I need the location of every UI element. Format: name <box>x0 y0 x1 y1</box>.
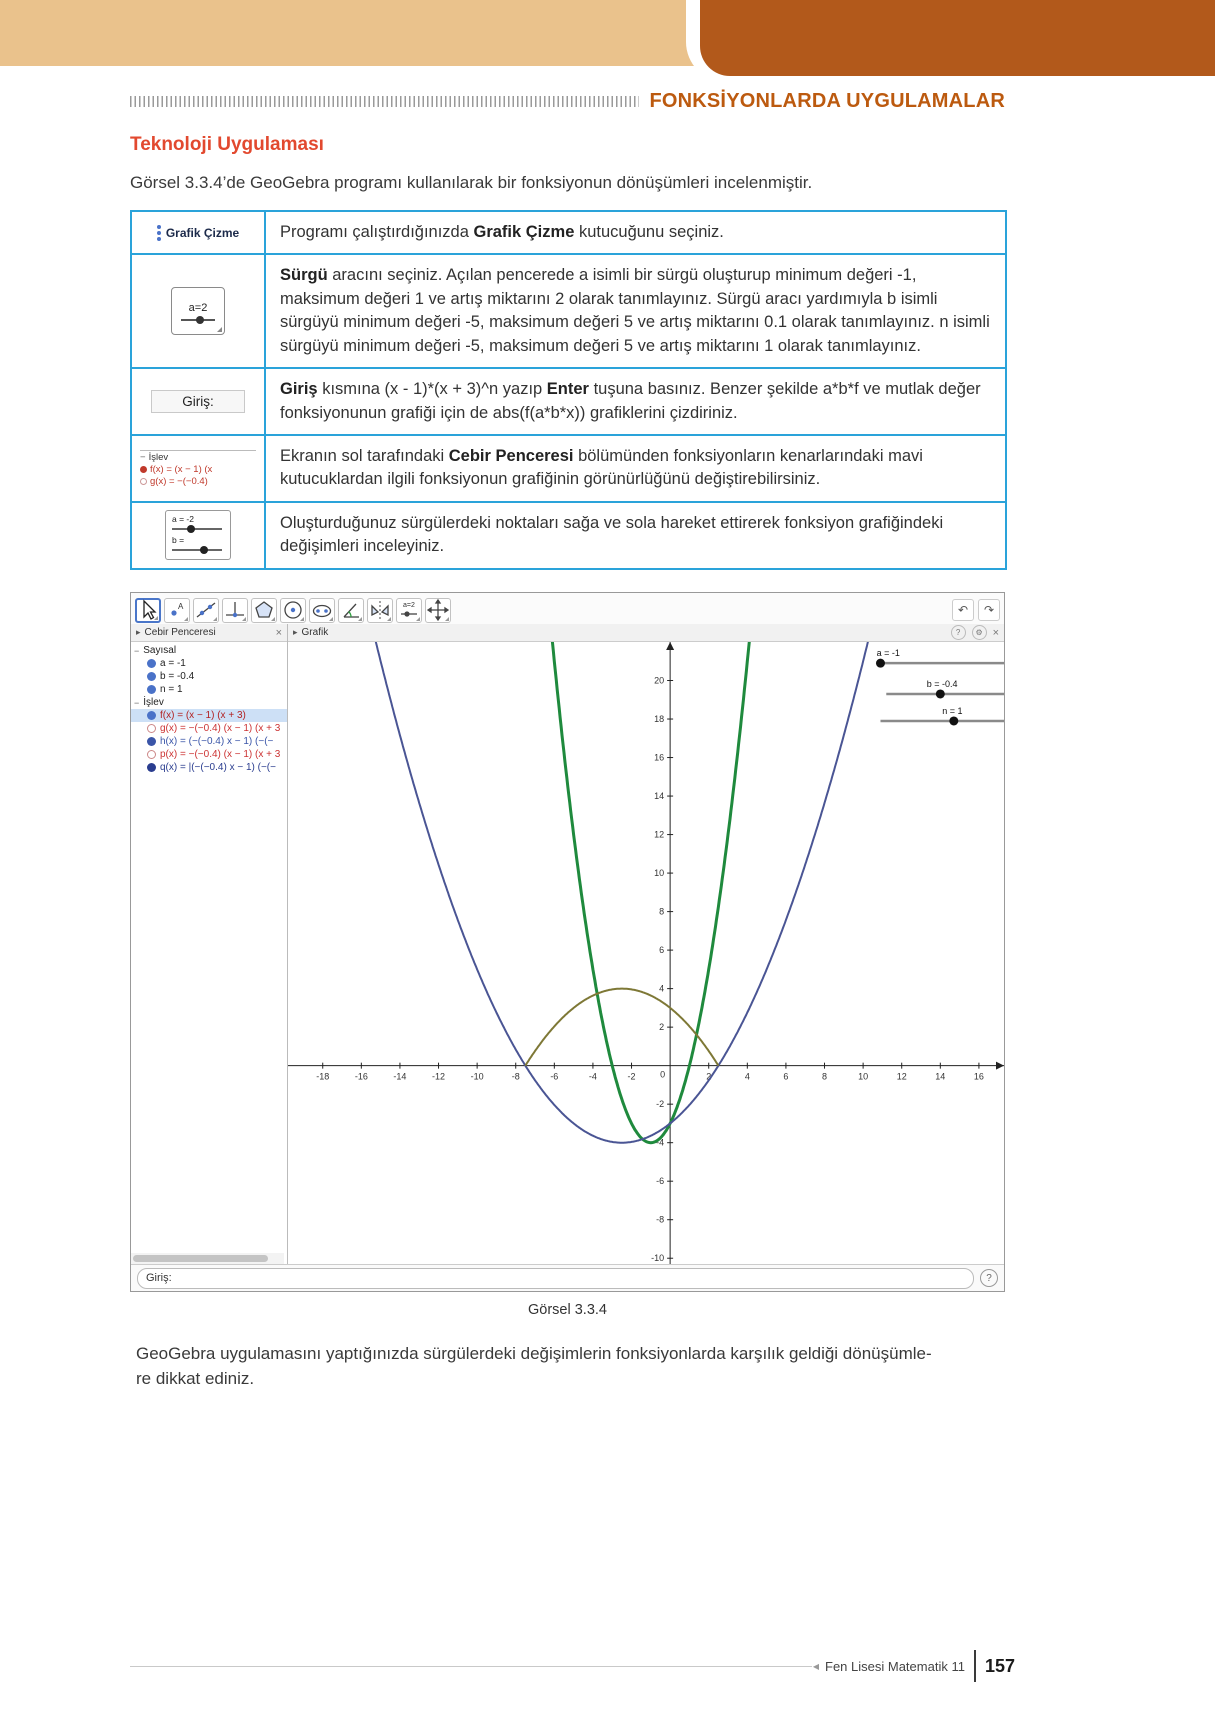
x-tick-label: 14 <box>935 1071 946 1082</box>
visibility-toggle-icon[interactable] <box>147 763 156 772</box>
svg-text:a=2: a=2 <box>403 602 415 609</box>
table-row-surgu <box>132 253 1005 367</box>
slider-tool-mini-icon <box>171 287 225 335</box>
circle-tool-icon <box>282 599 304 621</box>
slider-label: a = -1 <box>876 648 900 659</box>
x-tick-label: -12 <box>432 1071 446 1082</box>
grafik-cizme-cell <box>132 212 266 253</box>
algebra-mini-cell <box>132 436 266 501</box>
reflect-tool-icon <box>369 599 391 621</box>
line-tool-button[interactable] <box>193 598 219 623</box>
x-tick-label: -14 <box>393 1071 407 1082</box>
point-tool-icon <box>166 599 188 621</box>
figure-caption: Görsel 3.3.4 <box>528 1302 607 1318</box>
intro-paragraph: Görsel 3.3.4’de GeoGebra programı kullanılarak bir fonksiyonun dönüşümleri incelenmiştir. <box>130 173 813 192</box>
slider-tool-mini-label: a=2 <box>188 301 208 314</box>
conic-tool-button[interactable] <box>309 598 335 623</box>
slider-label: b = -0.4 <box>926 678 958 689</box>
y-tick-label: 6 <box>659 945 665 956</box>
algebra-panel-title: Cebir Penceresi <box>144 627 216 638</box>
giris-input-label: Giriş: <box>146 1272 172 1284</box>
graph-slider-b[interactable] <box>886 679 1004 699</box>
tree-group-label: Sayısal <box>143 645 177 656</box>
algebra-item-text: q(x) = |(−(−0.4) x − 1) (−(− <box>160 762 276 773</box>
giris-cell <box>132 369 266 434</box>
slider-handle[interactable] <box>876 659 885 668</box>
algebra-item-text: a = -1 <box>160 658 186 669</box>
polygon-tool-icon <box>253 599 275 621</box>
slider-handle[interactable] <box>936 689 945 698</box>
algebra-item-text: n = 1 <box>160 684 183 695</box>
mini-slider-a-track <box>172 528 222 530</box>
x-tick-label: -10 <box>470 1071 484 1082</box>
x-tick-label: 2 <box>706 1071 712 1082</box>
giris-input[interactable] <box>137 1268 974 1289</box>
instruction-text: Programı çalıştırdığınızda Grafik Çizme kutucuğunu seçiniz. <box>280 223 724 241</box>
visibility-toggle-icon[interactable] <box>147 750 156 759</box>
x-tick-label: 6 <box>783 1071 789 1082</box>
algebra-scrollbar[interactable] <box>131 1253 284 1264</box>
outro-line-1: GeoGebra uygulamasını yaptığınızda sürgülerdeki değişimlerin fonksiyonlarda karşılık geldiği dönüşümle- <box>136 1344 932 1363</box>
x-axis-arrow-icon <box>996 1062 1004 1070</box>
footer-arrow-icon: ◀ <box>812 1661 820 1671</box>
perpendicular-tool-icon <box>224 599 246 621</box>
move-tool-icon <box>137 599 159 621</box>
algebra-item-text: g(x) = −(−0.4) (x − 1) (x + 3 <box>160 723 281 734</box>
algebra-mini-icon <box>140 450 256 487</box>
footer-book-title: Fen Lisesi Matematik 11 <box>825 1658 965 1674</box>
redo-button[interactable] <box>978 599 1000 621</box>
move-view-tool-button[interactable] <box>425 598 451 623</box>
table-row-grafik-cizme <box>132 212 1005 253</box>
slider-tool-mini-track <box>181 319 215 321</box>
y-axis-arrow-icon <box>666 642 674 650</box>
page-number: 157 <box>984 1655 1015 1676</box>
line-tool-icon <box>195 599 217 621</box>
settings-icon[interactable]: ⚙ <box>972 625 987 640</box>
graphics-panel <box>288 624 1004 1264</box>
gg-toolbar <box>131 593 1004 628</box>
y-tick-label: 8 <box>659 906 665 917</box>
section-title: Teknoloji Uygulaması <box>130 134 324 155</box>
outro-line-2: re dikkat ediniz. <box>136 1368 255 1388</box>
y-tick-label: 12 <box>654 829 665 840</box>
slider-tool-button[interactable] <box>396 598 422 623</box>
visibility-toggle-icon[interactable] <box>147 711 156 720</box>
algebra-item-b[interactable] <box>131 670 287 683</box>
algebra-panel <box>131 624 288 1264</box>
graph-slider-a[interactable] <box>876 648 1004 668</box>
x-tick-label: -18 <box>316 1071 330 1082</box>
grafik-cizme-label: Grafik Çizme <box>165 225 240 240</box>
table-row-hareket <box>132 501 1005 568</box>
input-help-icon[interactable]: ? <box>980 1269 998 1287</box>
instruction-text: Oluşturduğunuz sürgülerdeki noktaları sağa ve sola hareket ettirerek fonksiyon grafiğindeki değişimleri inceleyiniz. <box>280 513 944 556</box>
mini-slider-b-label: b = <box>172 535 185 546</box>
graphics-panel-header <box>288 624 1004 642</box>
panel-expander-icon[interactable]: ▸ <box>136 627 141 637</box>
reflect-tool-button[interactable] <box>367 598 393 623</box>
instruction-text: Ekranın sol tarafındaki Cebir Penceresi bölümünden fonksiyonların kenarlarındaki mavi kutucuklardan ilgili fonksiyonun grafiğinin görünürlüğünü değiştirebilirsiniz. <box>280 446 923 489</box>
angle-tool-icon <box>340 599 362 621</box>
algebra-item-n[interactable] <box>131 683 287 696</box>
y-tick-label: 10 <box>654 868 665 879</box>
origin-label: 0 <box>660 1069 666 1080</box>
close-graphics-icon[interactable]: × <box>992 626 999 639</box>
outro-paragraph <box>136 1342 1016 1391</box>
y-tick-label: -2 <box>656 1099 665 1110</box>
algebra-item-text: h(x) = (−(−0.4) x − 1) (−(− <box>160 736 274 747</box>
x-tick-label: -6 <box>550 1071 559 1082</box>
graph-canvas-wrap[interactable] <box>288 642 1004 1264</box>
mini-slider-b-handle <box>200 546 208 554</box>
mini-slider-a-handle <box>187 525 195 533</box>
polygon-tool-button[interactable] <box>251 598 277 623</box>
tree-group-islev[interactable] <box>131 696 287 709</box>
function-curve-h[interactable] <box>288 642 1004 1143</box>
x-tick-label: 12 <box>896 1071 907 1082</box>
x-tick-label: -8 <box>511 1071 520 1082</box>
table-row-cebir <box>132 434 1005 501</box>
graphics-panel-title: Grafik <box>301 627 329 638</box>
y-tick-label: 20 <box>654 675 665 686</box>
page-footer <box>130 1650 1015 1682</box>
slider-tool-icon <box>398 599 420 621</box>
x-tick-label: -4 <box>588 1071 597 1082</box>
chapter-header <box>130 90 1005 113</box>
panel-expander-icon[interactable]: ▸ <box>293 627 298 637</box>
visibility-toggle-icon[interactable] <box>147 737 156 746</box>
point-tool-button[interactable] <box>164 598 190 623</box>
banner-tab <box>700 0 1215 76</box>
x-tick-label: 16 <box>973 1071 984 1082</box>
undo-icon: ↶ <box>957 603 969 617</box>
chapter-title: FONKSİYONLARDA UYGULAMALAR <box>649 90 1005 112</box>
x-tick-label: -16 <box>354 1071 368 1082</box>
slider-handle[interactable] <box>949 716 958 725</box>
y-tick-label: -8 <box>656 1214 665 1225</box>
islev-mini-g: g(x) = −(−0.4) <box>150 475 208 487</box>
move-view-tool-icon <box>427 599 449 621</box>
algebra-panel-header <box>131 624 287 642</box>
giris-field-icon: Giriş: <box>151 390 245 413</box>
instruction-text: Giriş kısmına (x - 1)*(x + 3)^n yazıp Enter tuşuna basınız. Benzer şekilde a*b*f ve mutlak değer fonksiyonunun grafiği için de abs(f(a*b*x)) grafiklerini çizdiriniz. <box>280 380 981 422</box>
slider-tool-mini-handle <box>196 316 204 324</box>
svg-text:A: A <box>178 602 184 611</box>
instruction-table <box>130 210 1007 570</box>
visibility-dot-icon <box>140 478 147 485</box>
algebra-item-text: p(x) = −(−0.4) (x − 1) (x + 3 <box>160 749 281 760</box>
y-tick-label: 4 <box>659 983 665 994</box>
graph-slider-n[interactable] <box>880 706 1004 726</box>
y-tick-label: 2 <box>659 1022 665 1033</box>
footer-divider <box>974 1650 976 1682</box>
slider-tool-cell <box>132 255 266 367</box>
algebra-item-q[interactable] <box>131 761 287 774</box>
y-tick-label: 18 <box>654 714 665 725</box>
mini-slider-b-track <box>172 549 222 551</box>
y-tick-label: 16 <box>654 752 665 763</box>
angle-tool-button[interactable] <box>338 598 364 623</box>
visibility-dot-icon <box>140 466 147 473</box>
collapse-icon: − <box>140 451 146 463</box>
tree-group-label: İşlev <box>143 697 164 708</box>
gg-toolbar-tools <box>135 598 451 623</box>
instruction-text: Sürgü aracını seçiniz. Açılan pencerede a isimli bir sürgü oluşturup minimum değeri -1, maksimum değeri 1 ve artış miktarını 2 olarak tanımlayınız. Sürgü aracı yardımıyla b isimli sürgüyü minimum değeri -5, maksimum değeri 5 ve artış miktarını 0.1 olarak tanımlayınız. n isimli sürgüyü minimum değeri -5, maksimum değeri 5 ve artış miktarını 1 olarak tanımlayınız. <box>280 266 990 355</box>
algebra-item-p[interactable] <box>131 748 287 761</box>
undo-button[interactable] <box>952 599 974 621</box>
dotted-rule <box>130 96 639 107</box>
visibility-toggle-icon[interactable] <box>147 672 156 681</box>
graph-canvas[interactable] <box>288 642 1004 1264</box>
collapse-icon[interactable]: − <box>134 697 140 708</box>
visibility-toggle-icon[interactable] <box>147 685 156 694</box>
conic-tool-icon <box>311 599 333 621</box>
x-tick-label: -2 <box>627 1071 636 1082</box>
move-tool-button[interactable] <box>135 598 161 623</box>
function-curve-q[interactable] <box>525 989 718 1066</box>
slider-label: n = 1 <box>942 705 963 716</box>
mini-slider-a-label: a = -2 <box>172 514 194 525</box>
islev-mini-f: f(x) = (x − 1) (x <box>150 463 213 475</box>
y-tick-label: -6 <box>656 1176 665 1187</box>
graphing-view-icon <box>157 225 161 241</box>
algebra-item-h[interactable] <box>131 735 287 748</box>
islev-mini-header: İşlev <box>148 451 169 463</box>
x-tick-label: 4 <box>744 1071 750 1082</box>
tree-group-sayisal[interactable] <box>131 644 287 657</box>
close-algebra-icon[interactable]: × <box>275 626 282 639</box>
footer-rule <box>130 1666 812 1667</box>
scrollbar-thumb[interactable] <box>133 1255 268 1262</box>
input-bar <box>131 1264 1004 1291</box>
x-tick-label: 10 <box>858 1071 869 1082</box>
algebra-item-a[interactable] <box>131 657 287 670</box>
sliders-mini-icon <box>165 510 231 560</box>
visibility-toggle-icon[interactable] <box>147 659 156 668</box>
collapse-icon[interactable]: − <box>134 645 140 656</box>
circle-tool-button[interactable] <box>280 598 306 623</box>
algebra-tree <box>131 642 287 1264</box>
y-tick-label: -4 <box>656 1137 665 1148</box>
algebra-item-text: f(x) = (x − 1) (x + 3) <box>160 710 246 721</box>
sliders-mini-cell <box>132 503 266 568</box>
algebra-item-text: b = -0.4 <box>160 671 195 682</box>
y-tick-label: -10 <box>651 1253 665 1264</box>
geogebra-window <box>130 592 1005 1292</box>
perpendicular-tool-button[interactable] <box>222 598 248 623</box>
table-row-giris <box>132 367 1005 434</box>
redo-icon: ↷ <box>983 603 995 617</box>
y-tick-label: 14 <box>654 791 665 802</box>
algebra-item-f[interactable] <box>131 709 287 722</box>
visibility-toggle-icon[interactable] <box>147 724 156 733</box>
algebra-item-g[interactable] <box>131 722 287 735</box>
x-tick-label: 8 <box>822 1071 828 1082</box>
help-icon[interactable]: ? <box>951 625 966 640</box>
